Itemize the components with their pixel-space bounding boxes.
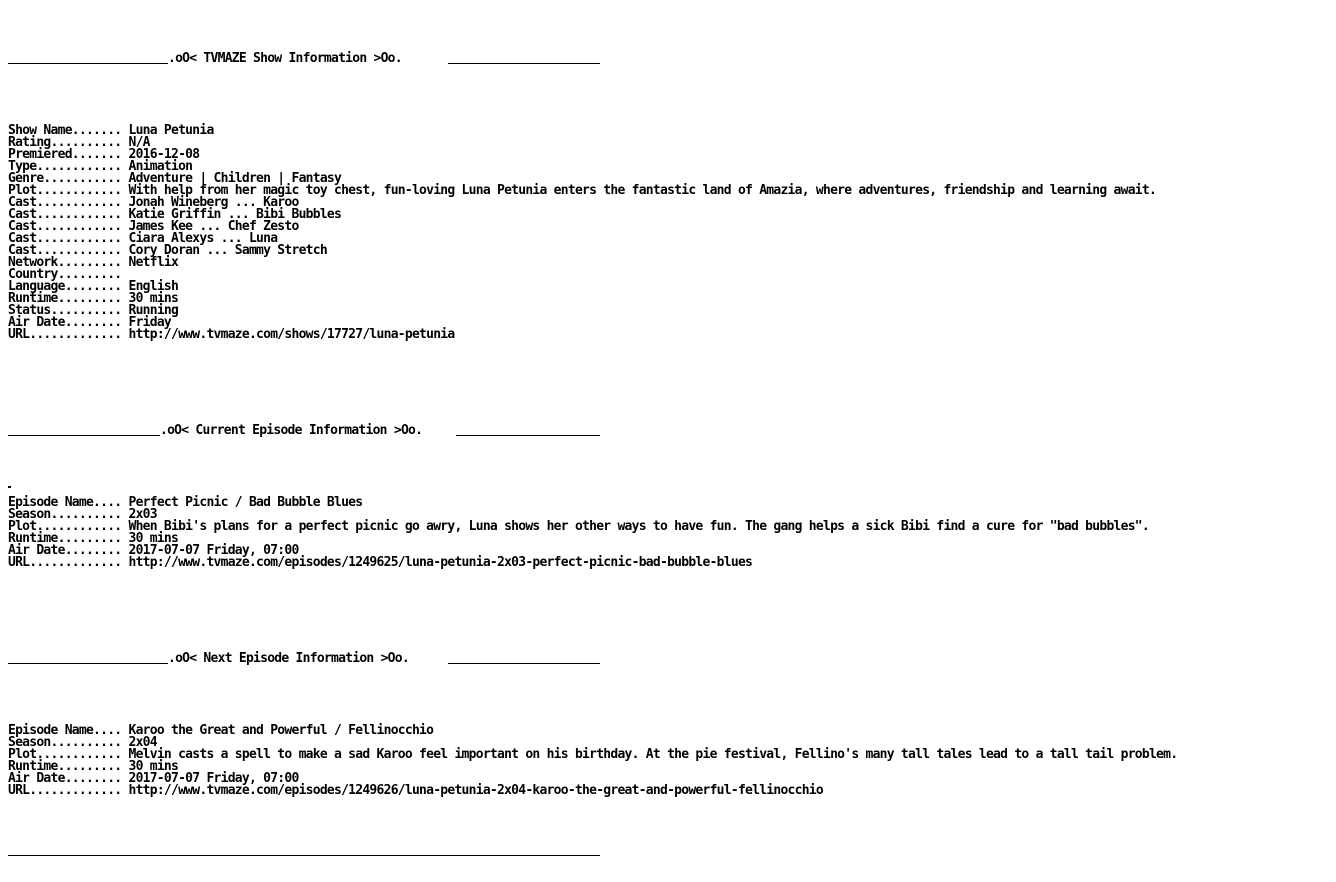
next-episode-header-text: .oO< Next Episode Information >Oo. xyxy=(168,651,409,666)
field-value: Friday xyxy=(128,315,172,330)
field-value: 2017-07-07 Friday, 07:00 xyxy=(128,543,299,558)
info-line xyxy=(8,245,1334,257)
header-rule-left xyxy=(8,663,168,664)
field-label: Genre........... xyxy=(8,171,122,186)
field-label: Network......... xyxy=(8,255,122,270)
show-info-header-text: .oO< TVMAZE Show Information >Oo. xyxy=(168,51,402,66)
show-info-fields xyxy=(8,125,1334,341)
field-value: Animation xyxy=(128,159,193,174)
header-rule-right xyxy=(456,435,600,436)
field-value: 2016-12-08 xyxy=(128,147,200,162)
field-value: Netflix xyxy=(128,255,179,270)
field-label: Country......... xyxy=(8,267,122,282)
header-rule-left xyxy=(8,63,168,64)
field-label: Runtime......... xyxy=(8,531,122,546)
field-label: Cast............ xyxy=(8,231,122,246)
terminal-cursor xyxy=(8,486,11,488)
header-rule-right xyxy=(448,663,600,664)
footer-rule-line xyxy=(8,855,600,856)
field-value: With help from her magic toy chest, fun-loving Luna Petunia enters the fantastic land of Amazia, where adventures, friendship and learning await. xyxy=(128,183,1157,198)
info-line xyxy=(8,749,1334,761)
show-info-header xyxy=(8,53,1334,65)
header-rule-right xyxy=(448,63,600,64)
field-label: Cast............ xyxy=(8,219,122,234)
info-line xyxy=(8,521,1334,533)
field-value: Cory Doran ... Sammy Stretch xyxy=(128,243,327,258)
field-label: Status.......... xyxy=(8,303,122,318)
info-line xyxy=(8,269,1334,281)
field-label: Runtime......... xyxy=(8,291,122,306)
field-value: 2x03 xyxy=(128,507,157,522)
field-value: 30 mins xyxy=(128,531,179,546)
info-line xyxy=(8,149,1334,161)
field-value: Melvin casts a spell to make a sad Karoo feel important on his birthday. At the pie festival, Fellino's many tall tales lead to a tall tail problem. xyxy=(128,747,1178,762)
field-label: Cast............ xyxy=(8,207,122,222)
field-value: Luna Petunia xyxy=(128,123,214,138)
field-label: Cast............ xyxy=(8,243,122,258)
field-value: 2017-07-07 Friday, 07:00 xyxy=(128,771,299,786)
field-label: URL............. xyxy=(8,327,122,342)
field-value: 30 mins xyxy=(128,291,179,306)
info-line xyxy=(8,557,1334,569)
field-label: Type............ xyxy=(8,159,122,174)
field-value: Running xyxy=(128,303,179,318)
info-line xyxy=(8,293,1334,305)
field-value: http://www.tvmaze.com/episodes/1249625/luna-petunia-2x03-perfect-picnic-bad-bubble-blues xyxy=(128,555,753,570)
field-value: Ciara Alexys ... Luna xyxy=(128,231,278,246)
info-line xyxy=(8,125,1334,137)
terminal-output xyxy=(8,5,1334,869)
field-label: Plot............ xyxy=(8,183,122,198)
info-line xyxy=(8,281,1334,293)
field-label: URL............. xyxy=(8,783,122,798)
field-value: N/A xyxy=(128,135,150,150)
field-label: Language........ xyxy=(8,279,122,294)
header-rule-left xyxy=(8,435,160,436)
field-label: Plot............ xyxy=(8,519,122,534)
field-label: Plot............ xyxy=(8,747,122,762)
info-line xyxy=(8,257,1334,269)
info-line xyxy=(8,305,1334,317)
field-label: Season.......... xyxy=(8,507,122,522)
field-value: 30 mins xyxy=(128,759,179,774)
field-label: Premiered....... xyxy=(8,147,122,162)
field-label: Show Name....... xyxy=(8,123,122,138)
field-label: Rating.......... xyxy=(8,135,122,150)
field-label: Season.......... xyxy=(8,735,122,750)
current-episode-header-text: .oO< Current Episode Information >Oo. xyxy=(160,423,423,438)
field-value: http://www.tvmaze.com/episodes/1249626/luna-petunia-2x04-karoo-the-great-and-powerful-fellinocchio xyxy=(128,783,823,798)
field-label: Air Date........ xyxy=(8,771,122,786)
field-value: http://www.tvmaze.com/shows/17727/luna-petunia xyxy=(128,327,455,342)
field-label: Cast............ xyxy=(8,195,122,210)
info-line xyxy=(8,329,1334,341)
next-episode-header xyxy=(8,653,1334,665)
field-value: Jonah Wineberg ... Karoo xyxy=(128,195,299,210)
info-line xyxy=(8,137,1334,149)
field-value: James Kee ... Chef Zesto xyxy=(128,219,299,234)
field-value: Perfect Picnic / Bad Bubble Blues xyxy=(128,495,363,510)
field-value: When Bibi's plans for a perfect picnic go awry, Luna shows her other ways to have fun. The gang helps a sick Bibi find a cure for "bad bubbles". xyxy=(128,519,1149,534)
field-label: Episode Name.... xyxy=(8,495,122,510)
field-label: Air Date........ xyxy=(8,543,122,558)
info-line xyxy=(8,725,1334,737)
field-label: Air Date........ xyxy=(8,315,122,330)
field-value: 2x04 xyxy=(128,735,157,750)
info-line xyxy=(8,785,1334,797)
current-episode-fields xyxy=(8,497,1334,569)
field-value: English xyxy=(128,279,179,294)
field-value: Adventure | Children | Fantasy xyxy=(128,171,342,186)
next-episode-fields xyxy=(8,725,1334,797)
field-label: Episode Name.... xyxy=(8,723,122,738)
field-value: Karoo the Great and Powerful / Fellinocchio xyxy=(128,723,434,738)
current-episode-header xyxy=(8,425,1334,437)
footer-rule xyxy=(8,845,1334,857)
info-line xyxy=(8,497,1334,509)
field-value: Katie Griffin ... Bibi Bubbles xyxy=(128,207,342,222)
field-label: URL............. xyxy=(8,555,122,570)
field-label: Runtime......... xyxy=(8,759,122,774)
